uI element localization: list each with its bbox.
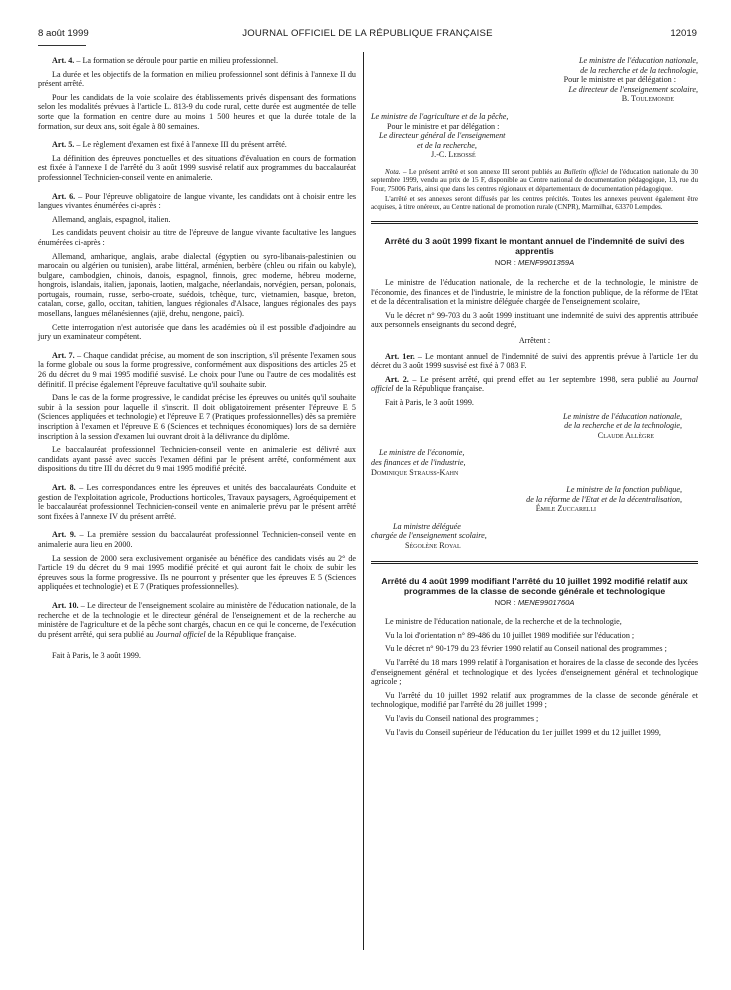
paragraph: Le ministre de l'éducation nationale, de la recherche et de la technologie, [385,617,622,627]
article-label: Art. 1er. [385,351,415,361]
paragraph: Cette interrogation n'est autorisée que dans les académies où il est possible d'adjoindre au jury un examinateur compétent. [38,322,356,342]
page-number: 12019 [670,28,697,39]
header-rule [38,45,86,46]
journal-officiel-ref: Journal officiel [371,374,699,394]
signature-education-minister [371,412,698,441]
paragraph: Dans le cas de la forme progressive, le candidat précise les épreuves ou unités qu'il souhaite subir à la session pour laquelle il s'inscrit. Il doit obligatoirement présenter l'épreuve E 5 (Sciences appliquées et technologie) et l'épreuve E 7 (Pratiques professionnelles) dès sa première inscription à l'examen et l'épreuve E 6 (Sciences et techniques économiques) lors de sa dernière inscription à la session d'examen lui ouvrant droit à la délivrance du diplôme. [38,393,356,441]
article-label: Art. 9. [52,530,76,540]
article-label: Art. 7. [52,350,75,360]
signature-line: Le ministre de l'éducation nationale, [562,411,682,421]
article-2 [371,375,698,394]
signature-line: Le directeur de l'enseignement scolaire, [568,84,698,94]
paragraph: Vu l'arrêté du 18 mars 1999 relatif à l'organisation et horaires de la classe de seconde des lycées d'enseignement général et technologique et des lycées d'enseignement général et technologique agricole ; [371,658,698,687]
signatory-name: Émile Zuccarelli [535,504,596,514]
article-label: Art. 4. [52,56,75,65]
article-label: Art. 6. [52,191,76,201]
article-6 [38,192,356,211]
nor-code: MENF9901359A [518,258,575,268]
signature-line: Pour le ministre et par délégation : [563,75,676,85]
signature-line: La ministre déléguée [393,521,461,531]
nor-label: NOR : [494,597,518,607]
article-text: – Chaque candidat précise, au moment de son inscription, s'il présente l'examen sous la forme globale ou sous la forme progressive, conformément aux dispositions des articles 25 et 26 du décret du 9 mai 1995 modifié susvisé. Le choix pour l'une ou l'autre de ces modalités est définitif. Il précise également l'épreuve facultative qu'il souhaite subir. [38,350,356,389]
paragraph: Vu le décret n° 90-179 du 23 février 1990 relatif au Conseil national des programmes ; [385,644,667,654]
signature-line: chargée de l'enseignement scolaire, [371,531,487,541]
nota-text: – Le présent arrêté et son annexe III seront publiés au [400,167,564,176]
language-list-mandatory: Allemand, anglais, espagnol, italien. [52,214,171,224]
article-text: – La formation se déroule pour partie en milieu professionnel. [74,56,279,65]
paragraph: Le ministre de l'éducation nationale, de la recherche et de la technologie, le ministre de l'économie, des finances et de l'industrie, le ministre de la fonction publique, de la réforme de l'Etat et de la décentralisation et la ministre déléguée chargée de l'enseignement scolaire, [371,278,698,307]
paragraph: Le baccalauréat professionnel Technicien-conseil vente en animalerie est délivré aux candidats ayant passé avec succès l'examen défini par le présent arrêté, conformément aux dispositions du titre III du décret du 9 mai 1995 modifié précité. [38,445,356,474]
nor-code: MENE9901760A [517,597,575,607]
signature-line: de la recherche et de la technologie, [564,421,682,431]
signature-line: de la recherche et de la technologie, [580,65,698,75]
nor-label: NOR : [494,258,519,268]
language-list-optional: Allemand, amharique, anglais, arabe dialectal (égyptien ou syro-libanais-palestinien ou marocain ou algérien ou tunisien), arabe littéral, arménien, berbère (chleu ou rifain ou kabyle), bulgare, cambodgien, chinois, danois, espagnol, finnois, grec moderne, hébreu moderne, hongrois, islandais, italien, japonais, laotien, malgache, néerlandais, norvégien, persan, polonais, portugais, roumain, russe, serbo-croate, suédois, tchèque, turc, vietnamien, basque, breton, catalan, corse, gallo, occitan, tahitien, langues régionales d'Alsace, langues régionales des pays mosellans, langues mélanésiennes (ajië, drehu, nengone, paicî). [38,251,356,319]
article-text: – Le montant annuel de l'indemnité de suivi des apprentis prévue à l'article 1er du décret du 3 août 1999 susvisé est fixé à 7 083 F. [371,351,698,371]
article-8 [38,483,356,521]
article-label: Art. 10. [52,600,79,610]
column-divider [363,52,364,950]
article-label: Art. 2. [385,374,409,384]
signatory-name: Dominique Strauss-Kahn [371,467,459,477]
right-column [371,56,698,741]
article-text: – Le présent arrêté, qui prend effet au 1er septembre 1998, sera publié au [408,374,673,384]
paragraph: La durée et les objectifs de la formation en milieu professionnel sont définis à l'annexe II du présent arrêté. [38,69,356,89]
signatory-name: B. Toulemonde [621,94,674,104]
nota-text: de l'éducation nationale du 30 septembre 1999, vendu au prix de 15 F, disponible au Centre national de documentation pédagogique, 13, rue du Four, 75006 Paris, ainsi que dans les centres régionaux et départementaux de documentation pédagogique. [371,167,698,193]
page-header [38,28,697,42]
arrete-title: Arrêté du 4 août 1999 modifiant l'arrêté du 10 juillet 1992 modifié relatif aux programmes de la classe de seconde générale et technologique [381,575,688,596]
signatory-name: Ségolène Royal [405,541,461,551]
signature-public-service-minister [371,485,698,514]
header-date: 8 août 1999 [38,28,89,39]
arretent: Arrêtent : [518,335,551,345]
signature-economy-minister [371,448,698,477]
signature-line: des finances et de l'industrie, [371,457,466,467]
signature-line: et de la recherche, [417,140,477,150]
article-text: de la République française. [393,384,485,394]
article-text: – Les correspondances entre les épreuves et unités des baccalauréats Conduite et gestion de l'exploitation agricole, Productions horticoles, Travaux paysagers, Agroéquipement et le baccalauréat professionnel Technicien-conseil vente en animalerie prévu par le présent arrêté sont fixées à l'annexe IV du présent arrêté. [38,482,356,521]
signature-line: Le ministre de l'économie, [379,448,465,458]
signatory-name: Claude Allègre [597,430,654,440]
paragraph: Pour les candidats de la voie scolaire des établissements privés dispensant des formations selon les modalités prévues à l'article L. 813-9 du code rural, cette durée est augmentée de telle sorte que la formation en centre dure au moins 1 500 heures et que la durée totale de la formation, sur deux ans, soit égale à 80 semaines. [38,92,356,131]
signature-line: Le ministre de la fonction publique, [566,485,682,495]
paragraph: Vu la loi d'orientation n° 89-486 du 10 juillet 1989 modifiée sur l'éducation ; [385,630,635,640]
paragraph: La définition des épreuves ponctuelles et des situations d'évaluation en cours de formation est fixée à l'annexe I de l'arrêté du 3 août 1999 susvisé relatif aux programmes du baccalauréat professionnel Technicien-conseil vente en animalerie. [38,153,356,182]
article-10 [38,601,356,639]
signature-school-minister [371,522,698,551]
fait-a-paris: Fait à Paris, le 3 août 1999. [52,651,141,661]
left-column [38,56,356,665]
article-text: – La première session du baccalauréat professionnel Technicien-conseil vente en animalerie aura lieu en 2000. [38,530,356,549]
article-text: – Le règlement d'examen est fixé à l'annexe III du présent arrêté. [74,140,287,150]
fait-a-paris: Fait à Paris, le 3 août 1999. [385,397,474,407]
article-5 [38,140,356,150]
signature-education [371,56,698,104]
nota [371,168,698,193]
nota-label: Nota. [385,167,401,176]
article-9 [38,530,356,549]
signature-line: Le ministre de l'agriculture et de la pêche, [371,111,509,121]
article-1 [371,352,698,371]
section-separator [371,221,698,224]
signature-line: Le directeur général de l'enseignement [379,131,506,141]
nota-paragraph: L'arrêté et ses annexes seront diffusés par les centres précités. Toutes les annexes peuvent également être acquises, à titre onéreux, au Centre national de promotion rurale (CNPR), Marmilhat, 63370 Lempdes. [371,194,698,212]
journal-officiel-ref: Journal officiel [155,629,206,639]
paragraph: La session de 2000 sera exclusivement organisée au bénéfice des candidats visés au 2° de l'article 19 du décret du 9 mai 1995 modifié précité et qui auront fait le choix de subir les épreuves sous la forme progressive. Ils ne pourront y présenter que les épreuves E 5 (Sciences appliquées et technologie) et E 7 (Pratiques professionnelles). [38,553,356,592]
journal-title: JOURNAL OFFICIEL DE LA RÉPUBLIQUE FRANÇAISE [242,28,493,39]
article-label: Art. 5. [52,140,75,150]
paragraph: Vu l'avis du Conseil supérieur de l'éducation du 1er juillet 1999 et du 12 juillet 1999, [385,727,661,737]
article-text: de la République française. [205,629,297,639]
section-separator [371,561,698,564]
signature-agriculture [371,112,698,160]
nor-reference [371,258,698,268]
signatory-name: J.-C. Lebossé [431,150,476,160]
paragraph: Vu le décret n° 99-703 du 3 août 1999 instituant une indemnité de suivi des apprentis attribuée aux personnels enseignants du second degré, [371,310,698,330]
nor-reference [371,598,698,608]
article-text: – Le directeur de l'enseignement scolaire au ministère de l'éducation nationale, de la recherche et de la technologie et le directeur général de l'enseignement et de la recherche au ministère de l'agriculture et de la pêche sont chargés, chacun en ce qui le concerne, de l'exécution du présent arrêté, qui sera publié au [38,600,357,639]
arrete-title: Arrêté du 3 août 1999 fixant le montant annuel de l'indemnité de suivi des apprentis [384,236,685,257]
bulletin-officiel-ref: Bulletin officiel [563,167,609,176]
paragraph: Vu l'arrêté du 10 juillet 1992 relatif aux programmes de la classe de seconde générale et technologique, modifié par l'arrêté du 28 juillet 1999 ; [371,690,698,710]
signature-line: de la réforme de l'Etat et de la décentralisation, [526,494,682,504]
article-7 [38,351,356,389]
article-text: – Pour l'épreuve obligatoire de langue vivante, les candidats ont à choisir entre les langues vivantes énumérées ci-après : [38,191,357,211]
signature-line: Le ministre de l'éducation nationale, [578,56,698,65]
paragraph: Les candidats peuvent choisir au titre de l'épreuve de langue vivante facultative les langues énumérées ci-après : [38,228,356,247]
article-label: Art. 8. [52,482,76,492]
article-4 [38,56,356,66]
signature-line: Pour le ministre et par délégation : [387,121,500,131]
paragraph: Vu l'avis du Conseil national des programmes ; [385,714,539,724]
